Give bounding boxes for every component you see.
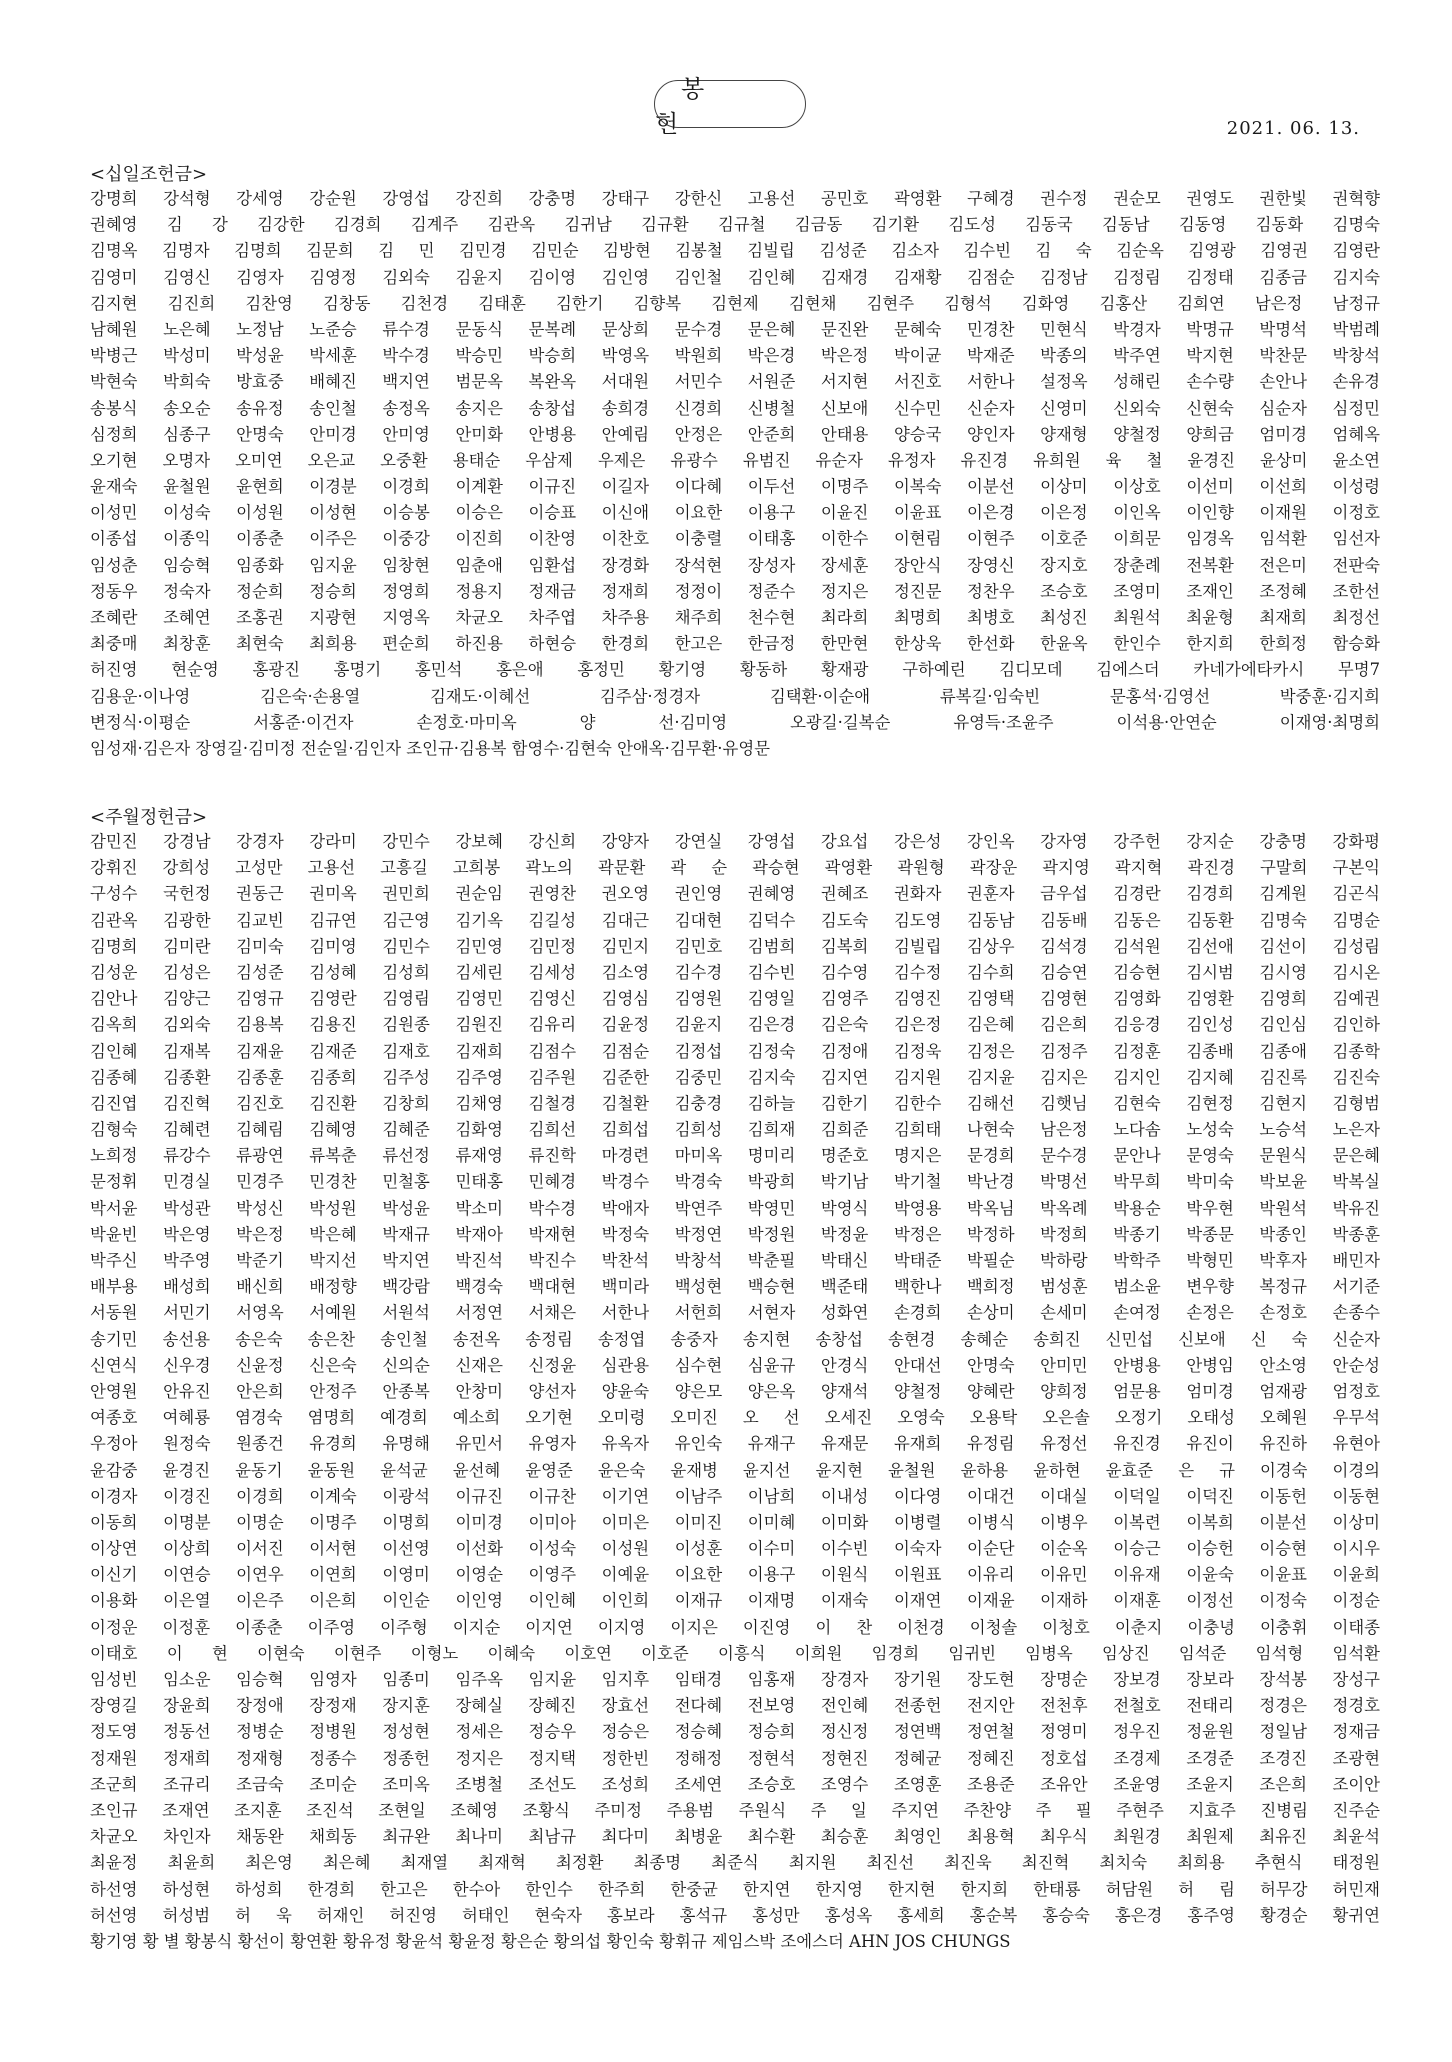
name-row: 이상연 이상희 이서진 이서현 이선영 이선화 이성숙 이성원 이성훈 이수미 이수빈 이숙자 이순단 이순옥 이승근 이승헌 이승현 이시우 <box>90 1539 1380 1559</box>
name-row: 이태호 이 현 이현숙 이현주 이형노 이혜숙 이호연 이호준 이흥식 이희원 임경희 임귀빈 임병옥 임상진 임석준 임석형 임석환 <box>90 1643 1380 1663</box>
name-row: 서동원 서민기 서영옥 서예원 서원석 서정연 서채은 서한나 서헌희 서현자 성화연 손경희 손상미 손세미 손여정 손정은 손정호 손종수 <box>90 1303 1380 1323</box>
name-row: 우정아 원정숙 원종건 유경희 유명해 유민서 유영자 유옥자 유인숙 유재구 유재문 유재희 유정림 유정선 유진경 유진이 유진하 유현아 <box>90 1434 1380 1454</box>
name-row: 변정식·이평순 서홍준·이건자 손정호·마미옥 양 선·김미영 오광길·길복순 유영득·조윤주 이석용·안연순 이재영·최명희 <box>90 712 1380 732</box>
name-row: 임성춘 임승혁 임종화 임지윤 임창현 임춘애 임환섭 장경화 장석현 장성자 장세훈 장안식 장영신 장지호 장춘례 전복환 전은미 전판숙 <box>90 555 1380 575</box>
name-row: 장영길 장윤희 장정애 장정재 장지훈 장혜실 장혜진 장효선 전다혜 전보영 전인혜 전종헌 전지안 전천후 전철호 전태리 정경은 정경호 <box>90 1696 1380 1716</box>
name-row: 신연식 신우경 신윤정 신은숙 신의순 신재은 신정윤 심관용 심수현 심윤규 안경식 안대선 안명숙 안미민 안병용 안병임 안소영 안순성 <box>90 1355 1380 1375</box>
name-row: 박현숙 박희숙 방효중 배혜진 백지연 범문옥 복완옥 서대원 서민수 서원준 서지현 서진호 서한나 설정옥 성해린 손수량 손안나 손유경 <box>90 372 1380 392</box>
name-row: 최윤정 최윤희 최은영 최은혜 최재열 최재혁 최정환 최종명 최준식 최지원 최진선 최진욱 최진혁 최치숙 최희용 추현식 태정원 <box>90 1853 1380 1873</box>
page-title: 봉 헌 <box>654 80 806 128</box>
name-row: 강휘진 강희성 고성만 고용선 고흥길 고희봉 곽노의 곽문환 곽 순 곽승현 곽영환 곽원형 곽장운 곽지영 곽지혁 곽진경 구말희 구본익 <box>90 858 1380 878</box>
name-row: 조군희 조규리 조금숙 조미순 조미옥 조병철 조선도 조성희 조세연 조승호 조영수 조영훈 조용준 조유안 조윤영 조윤지 조은희 조이안 <box>90 1774 1380 1794</box>
name-row: 문정휘 민경실 민경주 민경찬 민철홍 민태홍 민혜경 박경수 박경숙 박광희 박기남 박기철 박난경 박명선 박무희 박미숙 박보윤 박복실 <box>90 1172 1380 1192</box>
name-row: 김진엽 김진혁 김진호 김진환 김창희 김채영 김철경 김철환 김충경 김하늘 김한기 김한수 김해선 김햇님 김현숙 김현정 김현지 김형범 <box>90 1093 1380 1113</box>
name-row: 윤재숙 윤철원 윤현희 이경분 이경희 이계환 이규진 이길자 이다혜 이두선 이명주 이복숙 이분선 이상미 이상호 이선미 이선희 이성령 <box>90 477 1380 497</box>
name-row: 송봉식 송오순 송유정 송인철 송정옥 송지은 송창섭 송희경 신경희 신병철 신보애 신수민 신순자 신영미 신외숙 신현숙 심순자 심정민 <box>90 398 1380 418</box>
name-row: 권혜영 김 강 김강한 김경희 김계주 김관옥 김귀남 김규환 김규철 김금동 김기환 김도성 김동국 김동남 김동영 김동화 김명숙 <box>90 215 1380 235</box>
name-row: 구성수 국헌정 권동근 권미옥 권민희 권순임 권영찬 권오영 권인영 권혜영 권혜조 권화자 권훈자 금우섭 김경란 김경희 김계원 김곤식 <box>90 884 1380 904</box>
name-row: 조인규 조재연 조지훈 조진석 조현일 조혜영 조황식 주미정 주용범 주원식 주 일 주지연 주찬양 주 필 주현주 지효주 진병림 진주순 <box>90 1800 1380 1820</box>
name-row: 김지현 김진희 김찬영 김창동 김천경 김태훈 김한기 김향복 김현제 김현채 김현주 김형석 김화영 김홍산 김희연 남은정 남정규 <box>90 293 1380 313</box>
name-row: 김안나 김양근 김영규 김영란 김영림 김영민 김영신 김영심 김영원 김영일 김영주 김영진 김영택 김영현 김영화 김영환 김영희 김예권 <box>90 989 1380 1009</box>
name-row: 김영미 김영신 김영자 김영정 김외숙 김윤지 김이영 김인영 김인철 김인혜 김재경 김재황 김점순 김정남 김정림 김정태 김종금 김지숙 <box>90 267 1380 287</box>
name-row: 이용화 이은열 이은주 이은희 이인순 이인영 이인혜 이인희 이재규 이재명 이재숙 이재연 이재윤 이재하 이재훈 이정선 이정숙 이정순 <box>90 1591 1380 1611</box>
name-row: 김성운 김성은 김성준 김성혜 김성희 김세린 김세성 김소영 김수경 김수빈 김수영 김수정 김수희 김승연 김승현 김시범 김시영 김시온 <box>90 962 1380 982</box>
name-row: 이종섭 이종익 이종춘 이주은 이중강 이진희 이찬영 이찬호 이충렬 이태홍 이한수 이현림 이현주 이호준 이희문 임경옥 임석환 임선자 <box>90 529 1380 549</box>
name-row: 김종혜 김종환 김종훈 김종희 김주성 김주영 김주원 김준한 김중민 김지숙 김지연 김지원 김지윤 김지은 김지인 김지혜 김진록 김진숙 <box>90 1067 1380 1087</box>
name-row: 이정운 이정훈 이종춘 이주영 이주형 이지순 이지연 이지영 이지은 이진영 이 찬 이천경 이청솔 이청호 이춘지 이충녕 이충휘 이태종 <box>90 1617 1380 1637</box>
name-row: 이신기 이연승 이연우 이연희 이영미 이영순 이영주 이예윤 이요한 이용구 이원식 이원표 이유리 이유민 이유재 이윤숙 이윤표 이윤희 <box>90 1565 1380 1585</box>
name-row: 감민진 강경남 강경자 강라미 강민수 강보혜 강신희 강양자 강연실 강영섭 강요섭 강은성 강인옥 강자영 강주헌 강지순 강충명 강화평 <box>90 832 1380 851</box>
name-row: 김명희 김미란 김미숙 김미영 김민수 김민영 김민정 김민지 김민호 김범희 김복희 김빌립 김상우 김석경 김석원 김선애 김선이 김성림 <box>90 936 1380 956</box>
name-row: 허선영 허성범 허 욱 허재인 허진영 허태인 현숙자 홍보라 홍석규 홍성만 홍성옥 홍세희 홍순복 홍승숙 홍은경 홍주영 황경순 황귀연 <box>90 1905 1380 1925</box>
name-row: 차균오 차인자 채동완 채희동 최규완 최나미 최남규 최다미 최병윤 최수환 최승훈 최영인 최용혁 최우식 최원경 최원제 최유진 최윤석 <box>90 1827 1380 1847</box>
name-row: 박병근 박성미 박성윤 박세훈 박수경 박승민 박승희 박영옥 박원희 박은경 박은정 박이균 박재준 박종의 박주연 박지현 박찬문 박창석 <box>90 346 1380 366</box>
name-row: 배부용 배성희 배신희 배정향 백강람 백경숙 백대현 백미라 백성현 백승현 백준태 백한나 백희정 범성훈 범소윤 변우향 복정규 서기준 <box>90 1277 1380 1297</box>
name-row: 허진영 현순영 홍광진 홍명기 홍민석 홍은애 홍정민 황기영 황동하 황재광 구하예린 김디모데 김에스더 카네가에타카시 무명7 <box>90 660 1380 680</box>
name-row: 조혜란 조혜연 조홍권 지광현 지영옥 차균오 차주엽 차주용 채주희 천수현 최라희 최명희 최병호 최성진 최원석 최윤형 최재희 최정선 <box>90 608 1380 627</box>
name-row: 강명희 강석형 강세영 강순원 강영섭 강진희 강충명 강태구 강한신 고용선 공민호 곽영환 구혜경 권수정 권순모 권영도 권한빛 권혁향 <box>90 189 1380 208</box>
tithe-name-list <box>90 186 1380 762</box>
weekly-offering-name-list <box>90 829 1380 1955</box>
section-heading-weekly: <주월정헌금> <box>90 807 208 828</box>
name-row: 송기민 송선용 송은숙 송은찬 송인철 송전옥 송정림 송정엽 송중자 송지현 송창섭 송현경 송혜순 송희진 신민섭 신보애 신 숙 신순자 <box>90 1329 1380 1349</box>
name-row: 박주신 박주영 박준기 박지선 박지연 박진석 박진수 박찬석 박창석 박춘필 박태신 박태준 박필순 박하랑 박학주 박형민 박후자 배민자 <box>90 1251 1380 1270</box>
name-row: 최중매 최창훈 최현숙 최희용 편순희 하진용 하현승 한경희 한고은 한금정 한만현 한상욱 한선화 한윤옥 한인수 한지희 한희정 함승화 <box>90 634 1380 654</box>
name-row: 여종호 여혜룡 염경숙 염명희 예경희 예소희 오기현 오미령 오미진 오 선 오세진 오영숙 오용탁 오은솔 오정기 오태성 오혜원 우무석 <box>90 1408 1380 1428</box>
name-row: 이동희 이명분 이명순 이명주 이명희 이미경 이미아 이미은 이미진 이미혜 이미화 이병렬 이병식 이병우 이복련 이복희 이분선 이상미 <box>90 1512 1380 1532</box>
name-row: 남혜원 노은혜 노정남 노준승 류수경 문동식 문복례 문상희 문수경 문은혜 문진완 문혜숙 민경찬 민현식 박경자 박명규 박명석 박범례 <box>90 319 1380 339</box>
name-row: 정재원 정재희 정재형 정종수 정종헌 정지은 정지택 정한빈 정해정 정현석 정현진 정혜균 정혜진 정호섭 조경제 조경준 조경진 조광현 <box>90 1748 1380 1768</box>
name-row: 이경자 이경진 이경희 이계숙 이광석 이규진 이규찬 이기연 이남주 이남희 이내성 이다영 이대건 이대실 이덕일 이덕진 이동헌 이동현 <box>90 1486 1380 1506</box>
name-row: 황기영 황 별 황봉식 황선이 황연환 황유정 황윤석 황윤정 황은순 황의섭 황인숙 황휘규 제임스박 조에스더 AHN JOS CHUNGS <box>90 1931 1011 1951</box>
name-row: 심정희 심종구 안명숙 안미경 안미영 안미화 안병용 안예림 안정은 안준희 안태용 양승국 양인자 양재형 양철정 양희금 엄미경 엄혜옥 <box>90 424 1380 444</box>
name-row: 임성재·김은자 장영길·김미정 전순일·김인자 조인규·김용복 함영수·김현숙 안애옥·김무환·유영문 <box>90 738 771 758</box>
name-row: 김옥희 김외숙 김용복 김용진 김원종 김원진 김유리 김윤정 김윤지 김은경 김은숙 김은정 김은혜 김은희 김응경 김인성 김인심 김인하 <box>90 1015 1380 1035</box>
name-row: 임성빈 임소운 임승혁 임영자 임종미 임주옥 임지윤 임지후 임태경 임홍재 장경자 장기원 장도현 장명순 장보경 장보라 장석봉 장성구 <box>90 1670 1380 1689</box>
section-heading-tithe: <십일조헌금> <box>90 164 208 185</box>
name-row: 박윤빈 박은영 박은정 박은혜 박재규 박재아 박재현 박정숙 박정연 박정원 박정윤 박정은 박정하 박정희 박종기 박종문 박종인 박종훈 <box>90 1224 1380 1244</box>
name-row: 하선영 하성현 하성희 한경희 한고은 한수아 한인수 한주희 한중균 한지연 한지영 한지현 한지희 한태룡 허담원 허 림 허무강 허민재 <box>90 1879 1380 1899</box>
name-row: 박서윤 박성관 박성신 박성원 박성윤 박소미 박수경 박애자 박연주 박영민 박영식 박영용 박옥님 박옥례 박용순 박우현 박원석 박유진 <box>90 1198 1380 1218</box>
name-row: 김인혜 김재복 김재윤 김재준 김재호 김재희 김점수 김점순 김정섭 김정숙 김정애 김정욱 김정은 김정주 김정훈 김종배 김종애 김종학 <box>90 1041 1380 1061</box>
date-label: 2021. 06. 13. <box>1226 118 1360 139</box>
name-row: 노희정 류강수 류광연 류복춘 류선정 류재영 류진학 마경련 마미옥 명미리 명준호 명지은 문경희 문수경 문안나 문영숙 문원식 문은혜 <box>90 1146 1380 1166</box>
name-row: 김형숙 김혜련 김혜림 김혜영 김혜준 김화영 김희선 김희섭 김희성 김희재 김희준 김희태 나현숙 남은정 노다솜 노성숙 노승석 노은자 <box>90 1120 1380 1140</box>
name-row: 정동우 정숙자 정순희 정승희 정영희 정용지 정재금 정재희 정정이 정준수 정지은 정진문 정찬우 조승호 조영미 조재인 조정혜 조한선 <box>90 581 1380 601</box>
name-row: 이성민 이성숙 이성원 이성현 이승봉 이승은 이승표 이신애 이요한 이용구 이윤진 이윤표 이은경 이은정 이인옥 이인향 이재원 이정호 <box>90 503 1380 523</box>
name-row: 안영원 안유진 안은희 안정주 안종복 안창미 양선자 양윤숙 양은모 양은옥 양재석 양철정 양혜란 양희정 엄문용 엄미경 엄재광 엄정호 <box>90 1381 1380 1401</box>
name-row: 오기현 오명자 오미연 오은교 오중환 용태순 우삼제 우제은 유광수 유범진 유순자 유정자 유진경 유희원 육 철 윤경진 윤상미 윤소연 <box>90 450 1380 470</box>
name-row: 김명옥 김명자 김명희 김문희 김 민 김민경 김민순 김방현 김봉철 김빌립 김성준 김소자 김수빈 김 숙 김순옥 김영광 김영권 김영란 <box>90 241 1380 261</box>
name-row: 윤감중 윤경진 윤동기 윤동원 윤석균 윤선혜 윤영준 윤은숙 윤재병 윤지선 윤지현 윤철원 윤하용 윤하현 윤효준 은 규 이경숙 이경의 <box>90 1460 1380 1480</box>
name-row: 정도영 정동선 정병순 정병원 정성현 정세은 정승우 정승은 정승혜 정승희 정신정 정연백 정연철 정영미 정우진 정윤원 정일남 정재금 <box>90 1722 1380 1742</box>
name-row: 김용운·이나영 김은숙·손용열 김재도·이혜선 김주삼·정경자 김택환·이순애 류복길·임숙빈 문홍석·김영선 박중훈·김지희 <box>90 686 1380 706</box>
name-row: 김관옥 김광한 김교빈 김규연 김근영 김기옥 김길성 김대근 김대현 김덕수 김도숙 김도영 김동남 김동배 김동은 김동환 김명숙 김명순 <box>90 910 1380 930</box>
